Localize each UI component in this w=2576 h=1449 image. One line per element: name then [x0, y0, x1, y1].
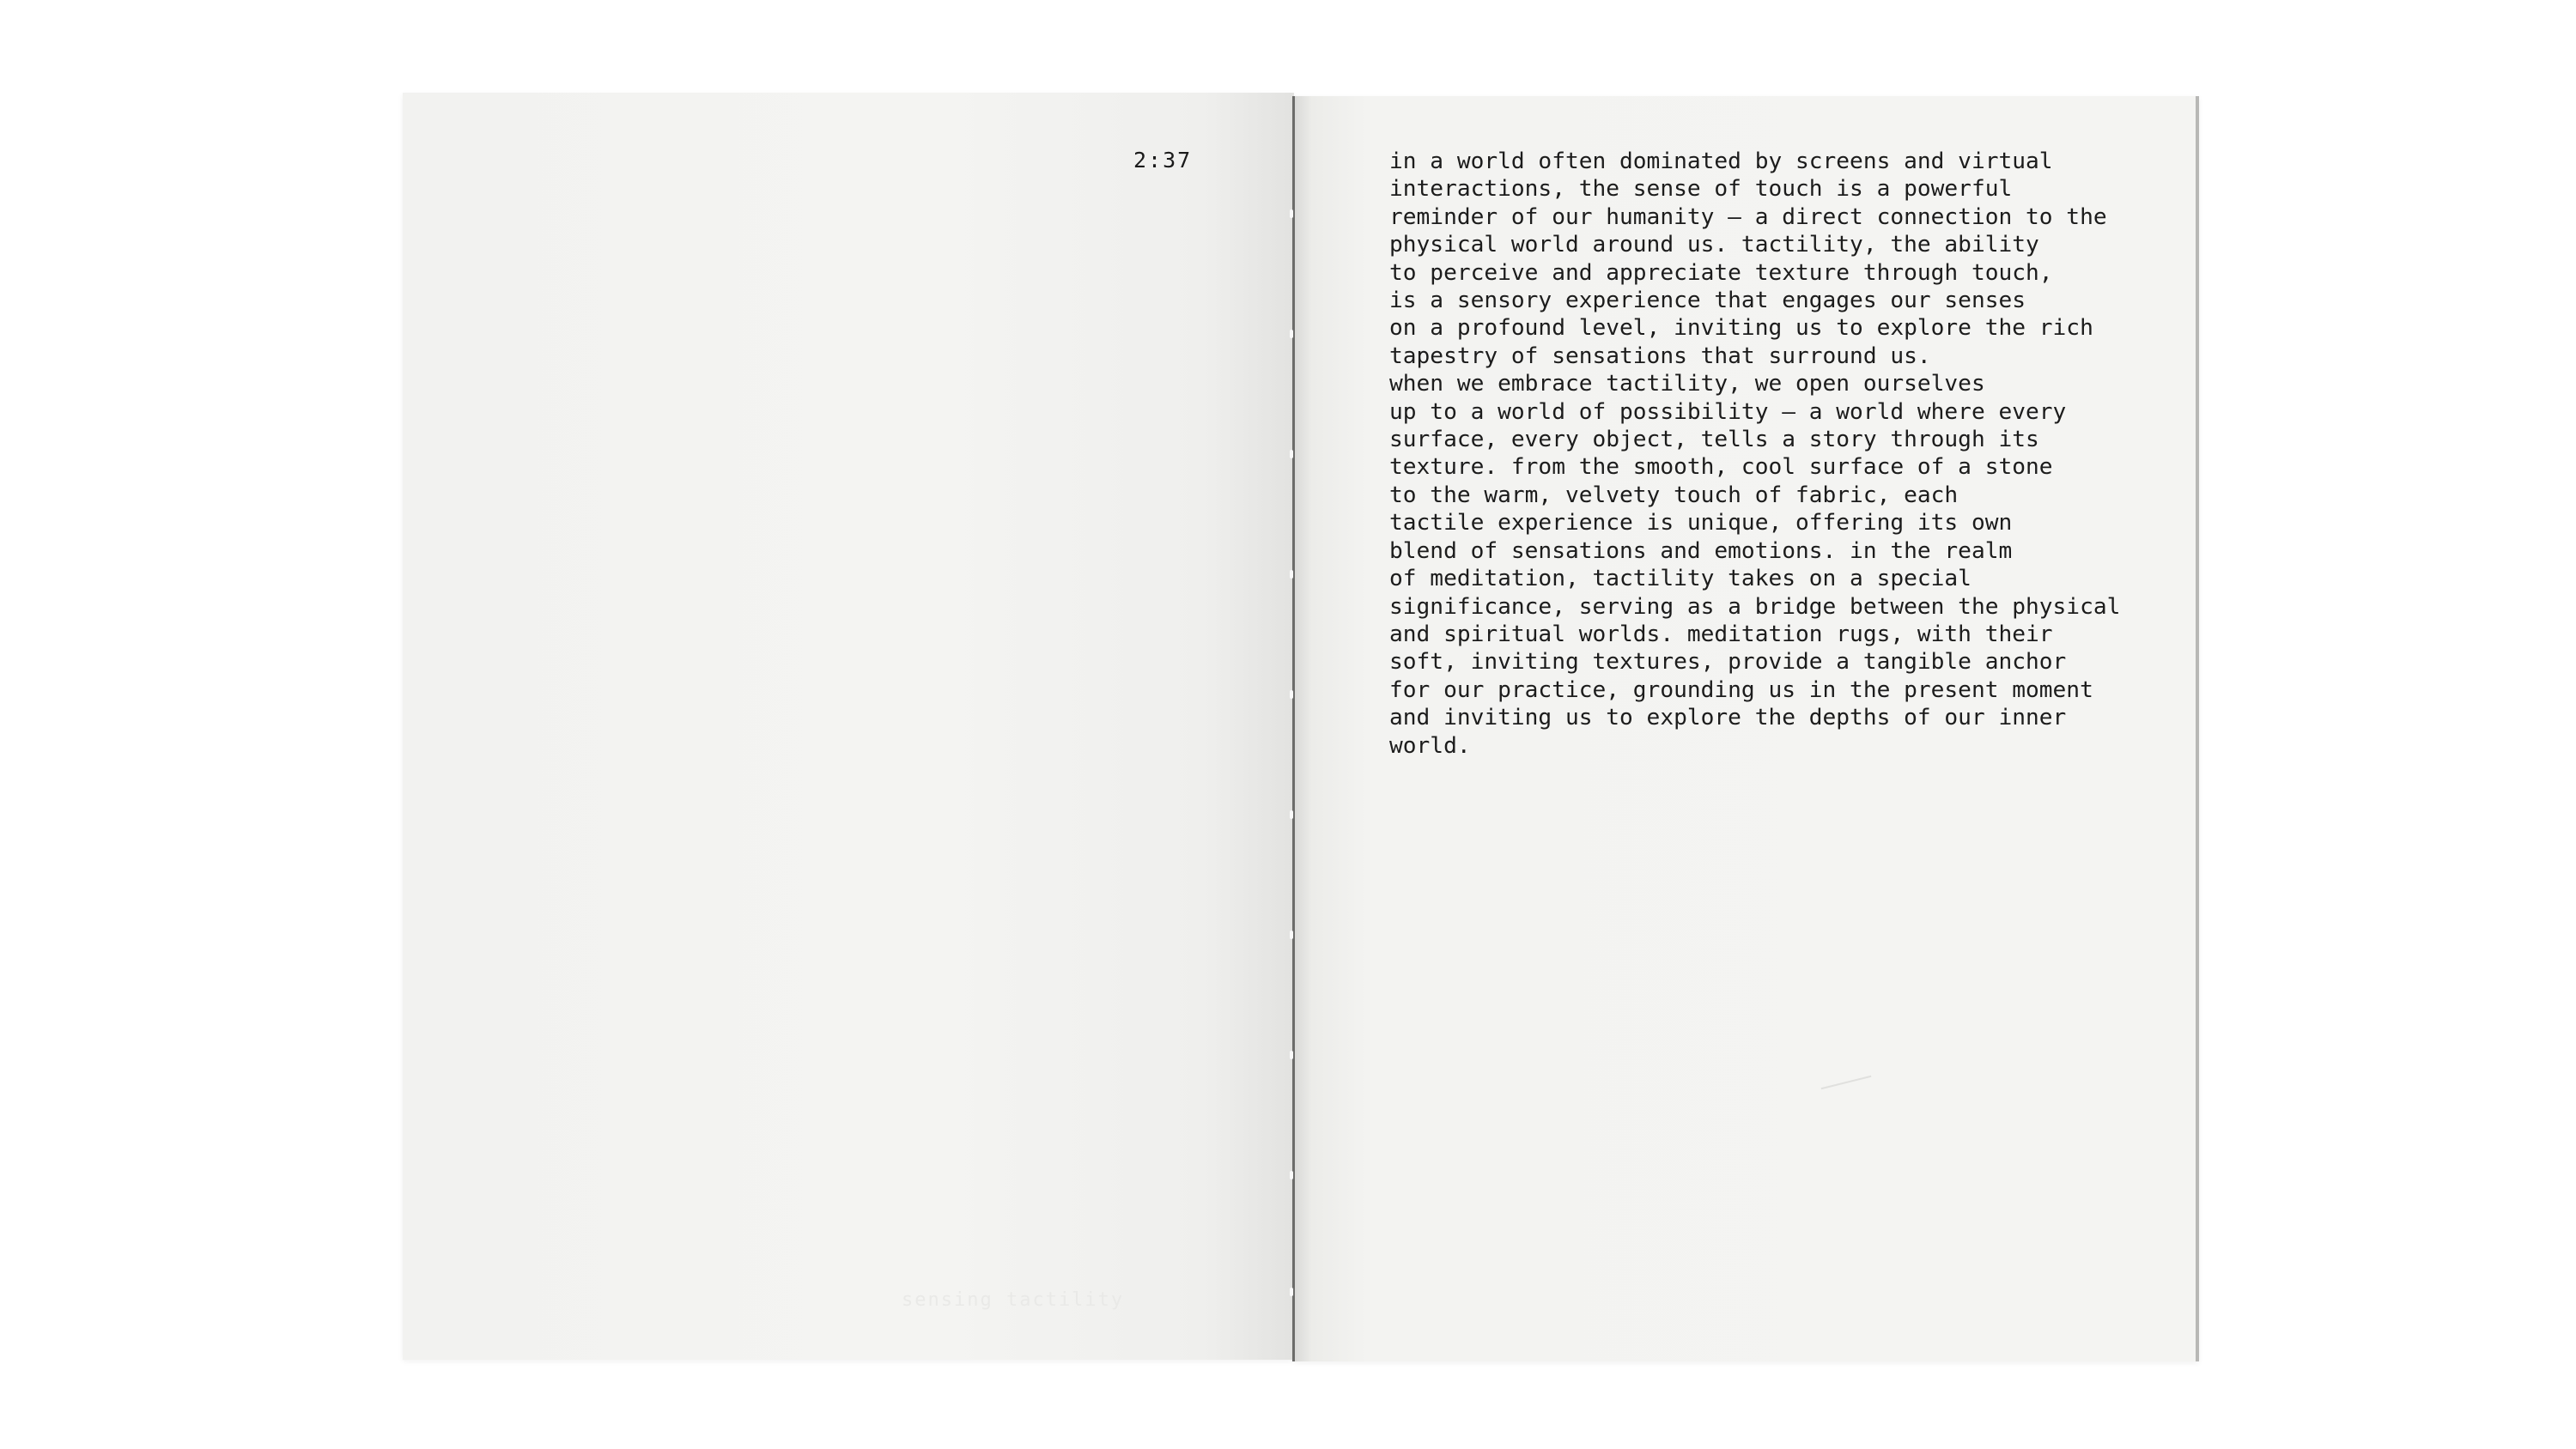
body-paragraph: in a world often dominated by screens and virtual interactions, the sense of touch is a powerful reminder of our humanity — a direct connection to the physical world around us. tactility, the ability to perceive and appreciate texture through touch, is a sensory experience that engages our senses on a profound level, inviting us to explore the rich tapestry of sensations that surround us. when we embrace tactility, we open ourselves up to a world of possibility — a world where every surface, every object, tells a story through its texture. from the smooth, cool surface of a stone to the warm, velvety touch of fabric, each tactile experience is unique, offering its own blend of sensations and emotions. in the realm of meditation, tactility takes on a special significance, serving as a bridge between the physical and spiritual worlds. meditation rugs, with their soft, inviting textures, provide a tangible anchor for our practice, grounding us in the present moment and inviting us to explore the depths of our inner world.: [1389, 149, 2121, 759]
binding-stitch: [1290, 330, 1293, 338]
binding-stitch: [1290, 810, 1293, 819]
show-through-text: sensing tactility: [902, 1289, 1125, 1311]
binding-stitch: [1290, 209, 1293, 218]
binding-stitch: [1290, 931, 1293, 939]
binding-stitch: [1290, 450, 1293, 458]
binding-stitch: [1290, 690, 1293, 699]
left-page: [403, 93, 1294, 1360]
page-number: 2:37: [1133, 148, 1193, 173]
binding-stitch: [1290, 1051, 1293, 1059]
binding-stitch: [1290, 1171, 1293, 1179]
binding-stitch: [1290, 1288, 1293, 1296]
binding-stitch: [1290, 570, 1293, 579]
right-page-edge: [2196, 96, 2199, 1361]
